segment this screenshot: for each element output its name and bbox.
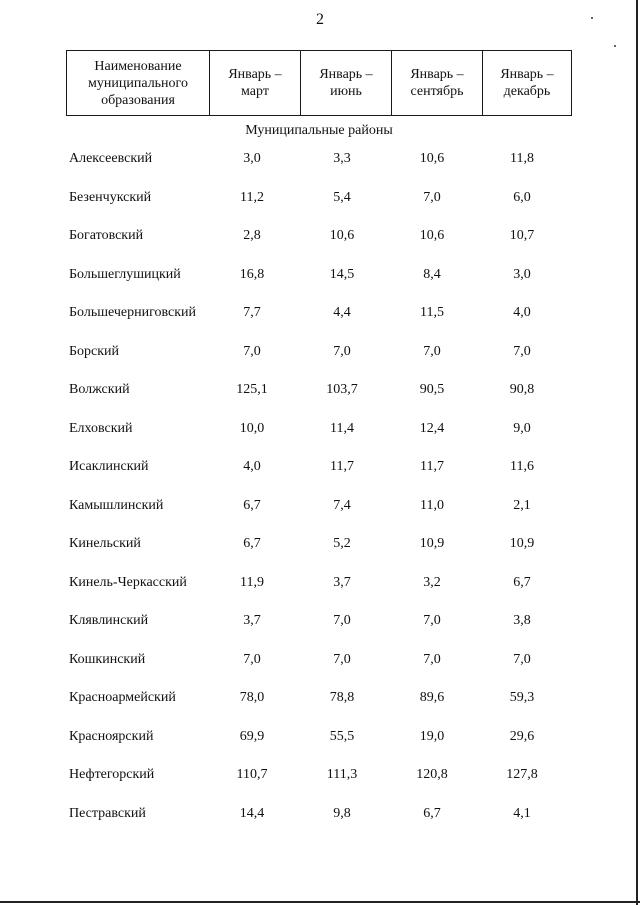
row-value: 69,9	[239, 729, 265, 744]
table-row	[0, 806, 640, 826]
row-name: Безенчукский	[69, 190, 152, 205]
row-value: 7,0	[513, 652, 531, 667]
row-value: 11,0	[420, 498, 444, 513]
row-value: 7,4	[333, 498, 351, 513]
row-value: 3,7	[333, 575, 351, 590]
row-value: 7,0	[333, 652, 351, 667]
row-name: Красноармейский	[69, 690, 176, 705]
row-value: 8,4	[423, 267, 441, 282]
row-value: 55,5	[329, 729, 355, 744]
table-row	[0, 421, 640, 441]
row-name: Кинель-Черкасский	[69, 575, 187, 590]
row-name: Красноярский	[69, 729, 154, 744]
row-value: 2,8	[243, 228, 261, 243]
header-jan-dec: Январь – декабрь	[482, 51, 571, 115]
row-name: Богатовский	[69, 228, 144, 243]
row-value: 3,2	[423, 575, 441, 590]
row-value: 9,8	[333, 806, 351, 821]
row-value: 7,0	[423, 190, 441, 205]
row-value: 3,0	[513, 267, 531, 282]
row-name: Елховский	[69, 421, 133, 436]
row-value: 11,7	[330, 459, 354, 474]
row-name: Пестравский	[69, 806, 146, 821]
header-municipality: Наименование муниципального образования	[88, 58, 188, 108]
row-value: 7,0	[423, 344, 441, 359]
row-value: 59,3	[509, 690, 535, 705]
row-value: 3,8	[513, 613, 531, 628]
row-name: Кинельский	[69, 536, 141, 551]
table-row	[0, 767, 640, 787]
table-row	[0, 729, 640, 749]
row-value: 103,7	[326, 382, 358, 397]
row-value: 5,4	[333, 190, 351, 205]
row-value: 5,2	[333, 536, 351, 551]
row-value: 10,6	[329, 228, 355, 243]
row-value: 78,8	[329, 690, 355, 705]
row-value: 10,6	[419, 151, 445, 166]
row-value: 16,8	[239, 267, 265, 282]
row-name: Большечерниговский	[69, 305, 197, 320]
row-value: 6,7	[243, 536, 261, 551]
row-value: 89,6	[419, 690, 445, 705]
row-value: 3,3	[333, 151, 351, 166]
row-value: 125,1	[236, 382, 268, 397]
row-value: 6,7	[513, 575, 531, 590]
row-value: 11,6	[510, 459, 534, 474]
table-row	[0, 575, 640, 595]
row-name: Кошкинский	[69, 652, 146, 667]
row-name: Камышлинский	[69, 498, 164, 513]
scan-edge-bottom	[0, 901, 640, 903]
row-value: 11,9	[240, 575, 264, 590]
table-row	[0, 536, 640, 556]
row-value: 90,8	[509, 382, 535, 397]
row-value: 6,7	[423, 806, 441, 821]
row-value: 11,7	[420, 459, 444, 474]
row-value: 4,0	[243, 459, 261, 474]
table-row	[0, 305, 640, 325]
row-value: 7,0	[243, 344, 261, 359]
scan-speck	[591, 17, 593, 19]
row-value: 10,0	[239, 421, 265, 436]
row-value: 7,0	[243, 652, 261, 667]
row-value: 10,6	[419, 228, 445, 243]
row-name: Волжский	[69, 382, 130, 397]
row-value: 2,1	[513, 498, 531, 513]
row-name: Алексеевский	[69, 151, 153, 166]
table-row	[0, 190, 640, 210]
row-value: 11,5	[420, 305, 444, 320]
row-value: 14,4	[239, 806, 265, 821]
row-value: 3,0	[243, 151, 261, 166]
table-row	[0, 382, 640, 402]
row-value: 90,5	[419, 382, 445, 397]
row-name: Клявлинский	[69, 613, 149, 628]
row-name: Нефтегорский	[69, 767, 155, 782]
row-value: 10,7	[509, 228, 535, 243]
row-value: 111,3	[326, 767, 358, 782]
row-value: 11,8	[510, 151, 534, 166]
row-value: 127,8	[506, 767, 538, 782]
row-value: 7,0	[333, 344, 351, 359]
table-row	[0, 613, 640, 633]
table-row	[0, 267, 640, 287]
row-value: 3,7	[243, 613, 261, 628]
table-row	[0, 228, 640, 248]
row-value: 6,0	[513, 190, 531, 205]
row-value: 14,5	[329, 267, 355, 282]
row-value: 12,4	[419, 421, 445, 436]
row-value: 7,7	[243, 305, 261, 320]
row-value: 78,0	[239, 690, 265, 705]
table-row	[0, 690, 640, 710]
table-row	[0, 652, 640, 672]
table-row	[0, 151, 640, 171]
row-value: 7,0	[513, 344, 531, 359]
row-value: 6,7	[243, 498, 261, 513]
row-value: 10,9	[419, 536, 445, 551]
row-value: 110,7	[236, 767, 268, 782]
table-row	[0, 459, 640, 479]
row-value: 10,9	[509, 536, 535, 551]
scan-edge-right	[636, 0, 638, 905]
row-value: 4,1	[513, 806, 531, 821]
row-value: 4,4	[333, 305, 351, 320]
table-header	[66, 50, 572, 116]
row-value: 29,6	[509, 729, 535, 744]
table-row	[0, 498, 640, 518]
header-jan-sep: Январь – сентябрь	[391, 51, 482, 115]
section-title: Муниципальные районы	[245, 123, 393, 138]
row-value: 11,4	[330, 421, 354, 436]
row-value: 7,0	[423, 613, 441, 628]
row-name: Исаклинский	[69, 459, 149, 474]
header-jan-jun: Январь – июнь	[300, 51, 391, 115]
header-jan-mar: Январь – март	[209, 51, 300, 115]
row-name: Большеглушицкий	[69, 267, 181, 282]
row-value: 7,0	[423, 652, 441, 667]
row-value: 19,0	[419, 729, 445, 744]
row-value: 120,8	[416, 767, 448, 782]
scan-speck	[614, 45, 616, 47]
table-row	[0, 344, 640, 364]
row-value: 7,0	[333, 613, 351, 628]
row-value: 11,2	[240, 190, 264, 205]
row-name: Борский	[69, 344, 120, 359]
row-value: 4,0	[513, 305, 531, 320]
page-number: 2	[316, 11, 324, 28]
row-value: 9,0	[513, 421, 531, 436]
